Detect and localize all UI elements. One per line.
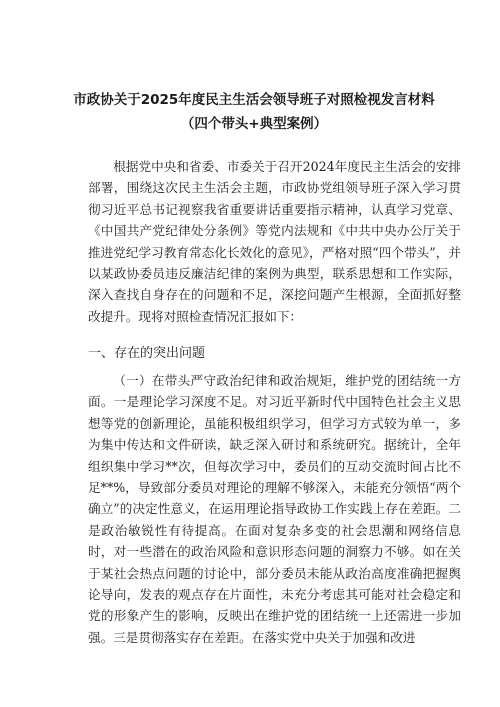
intro-paragraph: 根据党中央和省委、市委关于召开2024年度民主生活会的安排部署，围绕这次民主生活会主题，市政协党组领导班子深入学习贯彻习近平总书记视察我省重要讲话重要指示精神，认真学习党章、《中国共产党纪律处分条例》等党内法规和《中共中央办公厅关于推进党纪学习教育常态化长效化的意见》，严格对照“四个带头”，并以某政协委员违反廉洁纪律的案例为典型，联系思想和工作实际，深入查找自身存在的问题和不足，深挖问题产生根源，全面抓好整改提升。现将对照检查情况汇报如下：	[88, 159, 461, 324]
document-title: 市政协关于2025年度民主生活会领导班子对照检视发言材料（四个带头+典型案例）	[73, 92, 435, 132]
section-heading-problems: 一、存在的突出问题	[88, 346, 206, 361]
problem-paragraph-1: （一）在带头严守政治纪律和政治规矩，维护党的团结统一方面。一是理论学习深度不足。对习近平新时代中国特色社会主义思想等党的创新理论，虽能积极组织学习，但学习方式较为单一，多为集中传达和文件研读，缺乏深入研讨和系统研究。据统计，全年组织集中学习**次，但每次学习中，委员们的互动交流时间占比不足**%，导致部分委员对理论的理解不够深入，未能充分领悟“两个确立”的决定性意义，在运用理论指导政协工作实践上存在差距。二是政治敏锐性有待提高。在面对复杂多变的社会思潮和网络信息时，对一些潜在的政治风险和意识形态问题的洞察力不够。如在关于某社会热点问题的讨论中，部分委员未能从政治高度准确把握舆论导向，发表的观点存在片面性，未充分考虑其可能对社会稳定和党的形象产生的影响，反映出在维护党的团结统一上还需进一步加强。三是贯彻落实存在差距。在落实党中央关于加强和改进	[88, 373, 461, 645]
